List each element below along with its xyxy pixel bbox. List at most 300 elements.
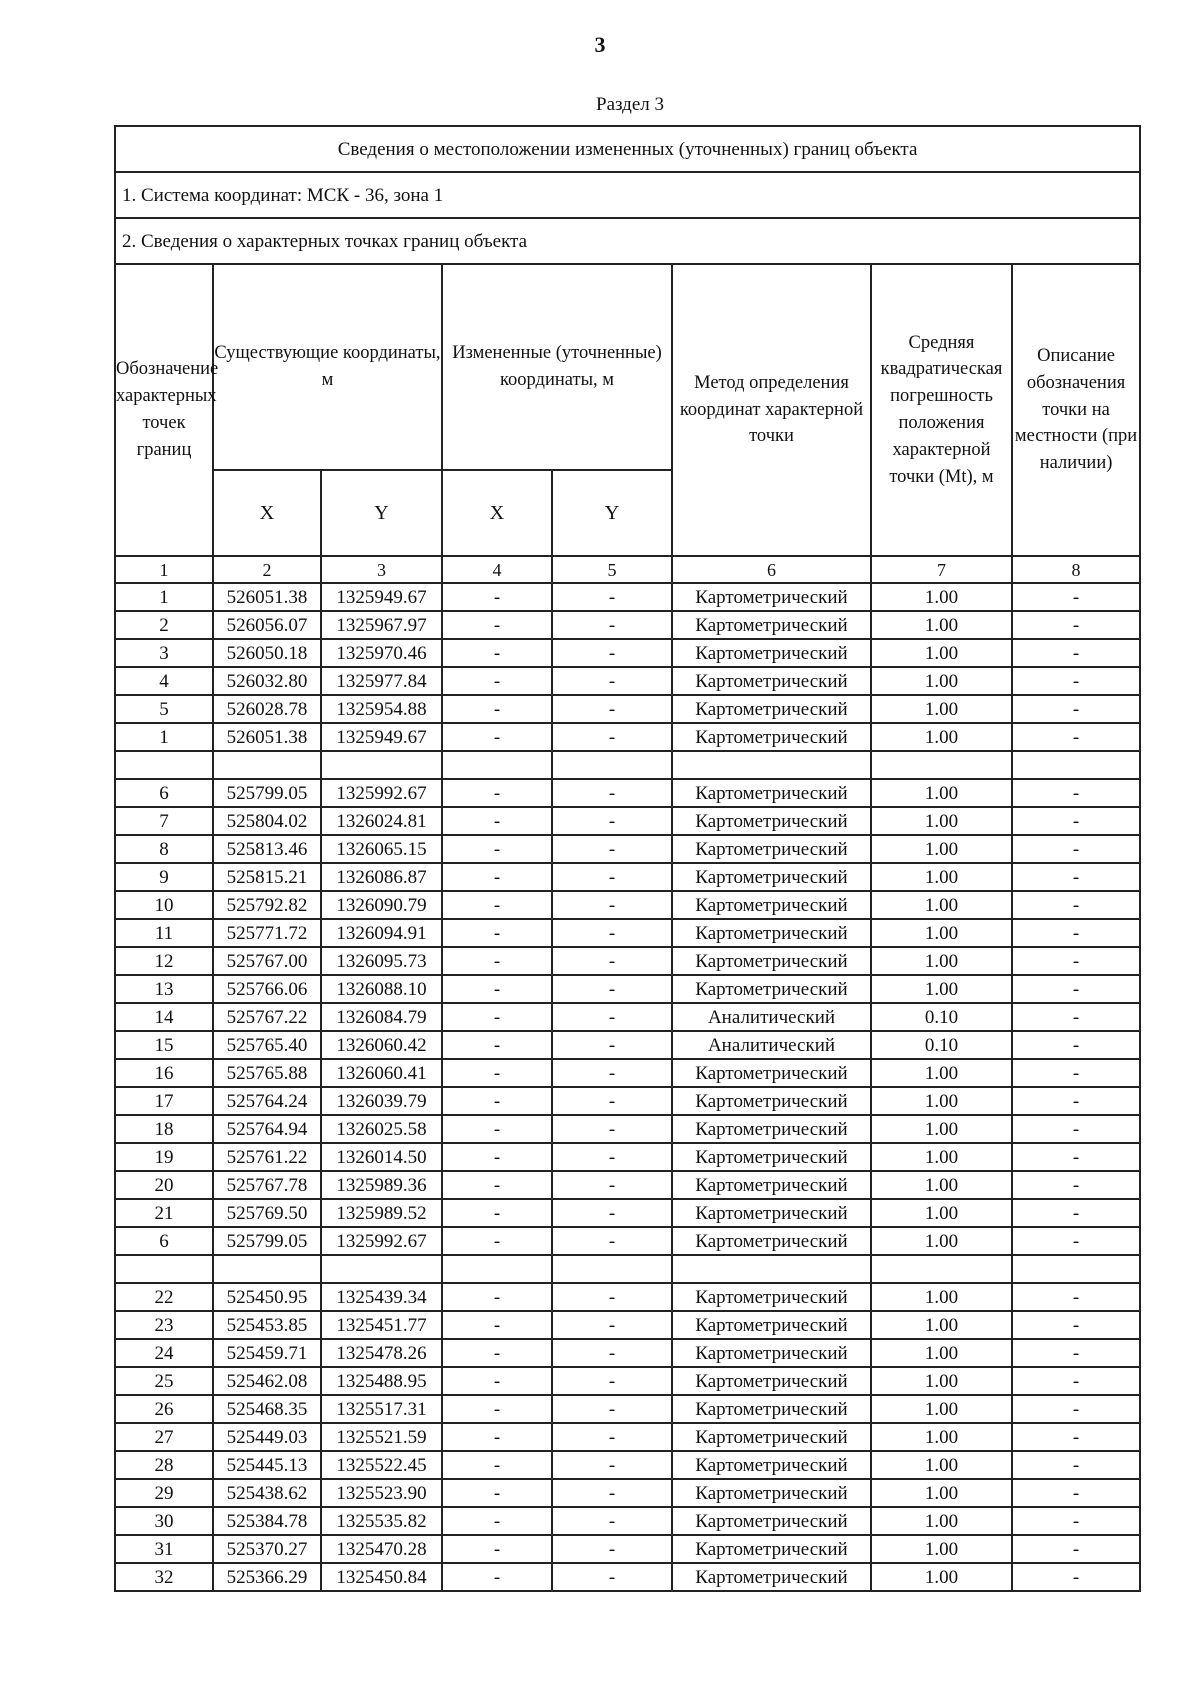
- cell-changed-x: -: [442, 1283, 552, 1311]
- cell-method: Аналитический: [672, 1003, 871, 1031]
- cell-changed-y: -: [552, 1227, 672, 1255]
- cell-changed-x: -: [442, 1367, 552, 1395]
- cell-changed-x: -: [442, 1171, 552, 1199]
- header-designation: Обозначение характерных точек границ: [115, 264, 213, 556]
- cell-point-id: 9: [115, 863, 213, 891]
- table-row: [115, 891, 1140, 919]
- table-row-separator: [115, 1255, 1140, 1283]
- cell-description: -: [1012, 1087, 1140, 1115]
- cell-changed-x: -: [442, 975, 552, 1003]
- cell-existing-y: 1326094.91: [321, 919, 442, 947]
- cell-existing-x: 525766.06: [213, 975, 321, 1003]
- cell-description: -: [1012, 639, 1140, 667]
- cell-error: 1.00: [871, 1451, 1012, 1479]
- cell-method: Картометрический: [672, 807, 871, 835]
- table-row: [115, 1395, 1140, 1423]
- cell-changed-x: -: [442, 1115, 552, 1143]
- cell-existing-x: 525449.03: [213, 1423, 321, 1451]
- cell-error: 1.00: [871, 667, 1012, 695]
- cell-description: -: [1012, 611, 1140, 639]
- cell-error: 1.00: [871, 1283, 1012, 1311]
- header-error: Средняя квадратическая погрешность положения характерной точки (Mt), м: [871, 264, 1012, 556]
- cell-existing-y: 1325949.67: [321, 583, 442, 611]
- column-number: 3: [321, 556, 442, 583]
- cell-existing-x: 525761.22: [213, 1143, 321, 1171]
- cell-method: Картометрический: [672, 1143, 871, 1171]
- cell-existing-y: 1325470.28: [321, 1535, 442, 1563]
- header-existing-x: X: [213, 470, 321, 556]
- cell-description: -: [1012, 1227, 1140, 1255]
- cell-error: 1.00: [871, 1479, 1012, 1507]
- cell-method: Картометрический: [672, 695, 871, 723]
- page-number: 3: [594, 32, 606, 57]
- cell-existing-x: 525813.46: [213, 835, 321, 863]
- cell-method: Картометрический: [672, 1507, 871, 1535]
- cell-method: Картометрический: [672, 611, 871, 639]
- table-row: [115, 863, 1140, 891]
- cell-changed-x: [442, 751, 552, 779]
- cell-point-id: 23: [115, 1311, 213, 1339]
- cell-existing-y: 1326025.58: [321, 1115, 442, 1143]
- header-existing-coords: Существующие координаты, м: [213, 264, 442, 470]
- table-row: [115, 723, 1140, 751]
- cell-changed-x: -: [442, 1535, 552, 1563]
- table-row: [115, 695, 1140, 723]
- cell-existing-x: 526028.78: [213, 695, 321, 723]
- cell-changed-x: -: [442, 695, 552, 723]
- cell-error: 1.00: [871, 975, 1012, 1003]
- cell-existing-x: 525765.88: [213, 1059, 321, 1087]
- cell-description: -: [1012, 1479, 1140, 1507]
- cell-changed-x: -: [442, 919, 552, 947]
- cell-changed-y: -: [552, 1563, 672, 1591]
- cell-changed-x: -: [442, 611, 552, 639]
- cell-description: -: [1012, 583, 1140, 611]
- header-changed-coords: Измененные (уточненные) координаты, м: [442, 264, 672, 470]
- cell-description: -: [1012, 1311, 1140, 1339]
- cell-error: 0.10: [871, 1003, 1012, 1031]
- cell-existing-x: [213, 1255, 321, 1283]
- column-numbers-row: [115, 556, 1140, 583]
- header-changed-y: Y: [552, 470, 672, 556]
- header-existing-y: Y: [321, 470, 442, 556]
- cell-existing-x: 525769.50: [213, 1199, 321, 1227]
- cell-error: 1.00: [871, 1339, 1012, 1367]
- table-row: [115, 1115, 1140, 1143]
- cell-error: 1.00: [871, 1423, 1012, 1451]
- table-row: [115, 1311, 1140, 1339]
- cell-existing-y: 1325478.26: [321, 1339, 442, 1367]
- cell-method: Картометрический: [672, 1423, 871, 1451]
- cell-error: 1.00: [871, 1395, 1012, 1423]
- cell-existing-y: 1325992.67: [321, 779, 442, 807]
- cell-existing-x: 525767.00: [213, 947, 321, 975]
- cell-point-id: 6: [115, 1227, 213, 1255]
- cell-existing-x: 525384.78: [213, 1507, 321, 1535]
- cell-error: 1.00: [871, 807, 1012, 835]
- cell-existing-y: 1326024.81: [321, 807, 442, 835]
- cell-point-id: 21: [115, 1199, 213, 1227]
- cell-changed-y: -: [552, 1283, 672, 1311]
- cell-point-id: 32: [115, 1563, 213, 1591]
- cell-method: Картометрический: [672, 835, 871, 863]
- cell-error: 1.00: [871, 1115, 1012, 1143]
- cell-error: [871, 751, 1012, 779]
- cell-point-id: 27: [115, 1423, 213, 1451]
- cell-changed-x: -: [442, 667, 552, 695]
- table-row: [115, 1451, 1140, 1479]
- cell-error: 1.00: [871, 723, 1012, 751]
- cell-method: Картометрический: [672, 1283, 871, 1311]
- cell-changed-x: -: [442, 1395, 552, 1423]
- cell-error: 0.10: [871, 1031, 1012, 1059]
- cell-error: 1.00: [871, 891, 1012, 919]
- cell-existing-x: 526032.80: [213, 667, 321, 695]
- cell-point-id: 10: [115, 891, 213, 919]
- cell-method: Картометрический: [672, 1535, 871, 1563]
- cell-point-id: 4: [115, 667, 213, 695]
- cell-existing-x: 525459.71: [213, 1339, 321, 1367]
- cell-method: Картометрический: [672, 1227, 871, 1255]
- cell-existing-x: 525370.27: [213, 1535, 321, 1563]
- coordinate-system: 1. Система координат: МСК - 36, зона 1: [115, 172, 1140, 218]
- cell-existing-x: 525438.62: [213, 1479, 321, 1507]
- header-method: Метод определения координат характерной точки: [672, 264, 871, 556]
- cell-method: Картометрический: [672, 1395, 871, 1423]
- cell-existing-x: 525799.05: [213, 779, 321, 807]
- cell-existing-y: 1325977.84: [321, 667, 442, 695]
- cell-method: Картометрический: [672, 1311, 871, 1339]
- cell-point-id: 7: [115, 807, 213, 835]
- cell-description: [1012, 1255, 1140, 1283]
- cell-error: 1.00: [871, 1311, 1012, 1339]
- cell-existing-x: 525792.82: [213, 891, 321, 919]
- cell-existing-x: 526051.38: [213, 723, 321, 751]
- table-row: [115, 583, 1140, 611]
- cell-point-id: 12: [115, 947, 213, 975]
- cell-changed-x: [442, 1255, 552, 1283]
- cell-description: -: [1012, 723, 1140, 751]
- cell-existing-y: 1325523.90: [321, 1479, 442, 1507]
- cell-point-id: 13: [115, 975, 213, 1003]
- cell-changed-y: [552, 751, 672, 779]
- cell-changed-x: -: [442, 835, 552, 863]
- cell-existing-y: 1325989.36: [321, 1171, 442, 1199]
- cell-existing-y: 1325967.97: [321, 611, 442, 639]
- cell-changed-y: -: [552, 1479, 672, 1507]
- cell-changed-y: -: [552, 639, 672, 667]
- table-row: [115, 947, 1140, 975]
- cell-existing-y: 1326014.50: [321, 1143, 442, 1171]
- cell-changed-y: -: [552, 1311, 672, 1339]
- cell-changed-x: -: [442, 1479, 552, 1507]
- cell-point-id: 1: [115, 723, 213, 751]
- cell-changed-y: -: [552, 1535, 672, 1563]
- cell-error: 1.00: [871, 639, 1012, 667]
- boundary-points-table: [114, 125, 1141, 1592]
- cell-existing-y: [321, 751, 442, 779]
- cell-description: [1012, 751, 1140, 779]
- cell-existing-x: 525764.24: [213, 1087, 321, 1115]
- cell-existing-x: 525462.08: [213, 1367, 321, 1395]
- cell-description: -: [1012, 1143, 1140, 1171]
- cell-existing-x: 526056.07: [213, 611, 321, 639]
- cell-method: Картометрический: [672, 1171, 871, 1199]
- table-row: [115, 639, 1140, 667]
- cell-point-id: [115, 1255, 213, 1283]
- cell-changed-x: -: [442, 1227, 552, 1255]
- table-row: [115, 1031, 1140, 1059]
- cell-changed-y: -: [552, 835, 672, 863]
- cell-method: Картометрический: [672, 975, 871, 1003]
- cell-error: 1.00: [871, 1171, 1012, 1199]
- cell-point-id: 22: [115, 1283, 213, 1311]
- cell-error: 1.00: [871, 583, 1012, 611]
- cell-changed-x: -: [442, 1199, 552, 1227]
- cell-method: Картометрический: [672, 1563, 871, 1591]
- cell-point-id: 14: [115, 1003, 213, 1031]
- cell-point-id: 28: [115, 1451, 213, 1479]
- table-row: [115, 919, 1140, 947]
- table-row: [115, 1423, 1140, 1451]
- cell-existing-x: 525765.40: [213, 1031, 321, 1059]
- cell-description: -: [1012, 919, 1140, 947]
- cell-changed-y: -: [552, 1031, 672, 1059]
- cell-error: 1.00: [871, 611, 1012, 639]
- cell-existing-y: 1326039.79: [321, 1087, 442, 1115]
- cell-method: Картометрический: [672, 1451, 871, 1479]
- cell-point-id: 20: [115, 1171, 213, 1199]
- cell-error: 1.00: [871, 1227, 1012, 1255]
- cell-description: -: [1012, 891, 1140, 919]
- cell-existing-y: 1325517.31: [321, 1395, 442, 1423]
- cell-existing-y: 1325535.82: [321, 1507, 442, 1535]
- table-row: [115, 779, 1140, 807]
- cell-point-id: 29: [115, 1479, 213, 1507]
- cell-point-id: 24: [115, 1339, 213, 1367]
- cell-method: Картометрический: [672, 1367, 871, 1395]
- cell-existing-x: 525799.05: [213, 1227, 321, 1255]
- cell-method: Картометрический: [672, 639, 871, 667]
- cell-description: -: [1012, 1563, 1140, 1591]
- cell-point-id: 8: [115, 835, 213, 863]
- cell-changed-x: -: [442, 1003, 552, 1031]
- table-row: [115, 1143, 1140, 1171]
- cell-changed-y: -: [552, 1367, 672, 1395]
- cell-method: [672, 751, 871, 779]
- cell-existing-y: 1326095.73: [321, 947, 442, 975]
- cell-changed-x: -: [442, 1339, 552, 1367]
- cell-changed-y: -: [552, 891, 672, 919]
- cell-error: 1.00: [871, 779, 1012, 807]
- table-row: [115, 1507, 1140, 1535]
- table-row: [115, 1171, 1140, 1199]
- cell-point-id: 19: [115, 1143, 213, 1171]
- cell-error: 1.00: [871, 919, 1012, 947]
- cell-changed-x: -: [442, 639, 552, 667]
- cell-changed-y: -: [552, 1143, 672, 1171]
- cell-point-id: 3: [115, 639, 213, 667]
- cell-existing-x: 526050.18: [213, 639, 321, 667]
- cell-existing-y: 1326086.87: [321, 863, 442, 891]
- cell-changed-y: -: [552, 583, 672, 611]
- cell-changed-x: -: [442, 1507, 552, 1535]
- cell-method: Картометрический: [672, 583, 871, 611]
- cell-existing-x: 525366.29: [213, 1563, 321, 1591]
- cell-changed-x: -: [442, 947, 552, 975]
- cell-changed-x: -: [442, 779, 552, 807]
- cell-description: -: [1012, 1059, 1140, 1087]
- cell-changed-y: -: [552, 1115, 672, 1143]
- cell-existing-y: 1326088.10: [321, 975, 442, 1003]
- cell-point-id: 26: [115, 1395, 213, 1423]
- cell-changed-y: -: [552, 975, 672, 1003]
- header-changed-x: X: [442, 470, 552, 556]
- cell-changed-x: -: [442, 807, 552, 835]
- cell-existing-x: 525445.13: [213, 1451, 321, 1479]
- table-row: [115, 1227, 1140, 1255]
- cell-existing-y: 1326084.79: [321, 1003, 442, 1031]
- cell-existing-x: 525450.95: [213, 1283, 321, 1311]
- table-row: [115, 835, 1140, 863]
- cell-method: Картометрический: [672, 947, 871, 975]
- cell-existing-y: 1325451.77: [321, 1311, 442, 1339]
- cell-changed-y: -: [552, 947, 672, 975]
- cell-existing-y: 1325954.88: [321, 695, 442, 723]
- cell-description: -: [1012, 1031, 1140, 1059]
- cell-changed-x: -: [442, 1087, 552, 1115]
- cell-changed-y: -: [552, 723, 672, 751]
- cell-changed-x: -: [442, 1059, 552, 1087]
- cell-changed-x: -: [442, 583, 552, 611]
- cell-existing-y: 1325522.45: [321, 1451, 442, 1479]
- cell-existing-x: 525764.94: [213, 1115, 321, 1143]
- cell-existing-y: 1325521.59: [321, 1423, 442, 1451]
- cell-method: Картометрический: [672, 919, 871, 947]
- cell-changed-x: -: [442, 1451, 552, 1479]
- cell-point-id: 17: [115, 1087, 213, 1115]
- cell-changed-x: -: [442, 863, 552, 891]
- cell-existing-y: 1325450.84: [321, 1563, 442, 1591]
- cell-point-id: 6: [115, 779, 213, 807]
- column-number: 8: [1012, 556, 1140, 583]
- cell-changed-y: -: [552, 1199, 672, 1227]
- cell-changed-y: -: [552, 1003, 672, 1031]
- table-row: [115, 807, 1140, 835]
- table-title: Сведения о местоположении измененных (уточненных) границ объекта: [115, 126, 1140, 172]
- cell-changed-x: -: [442, 891, 552, 919]
- cell-method: Картометрический: [672, 1199, 871, 1227]
- cell-description: -: [1012, 1339, 1140, 1367]
- table-row: [115, 1059, 1140, 1087]
- cell-error: 1.00: [871, 1563, 1012, 1591]
- table-row: [115, 1479, 1140, 1507]
- cell-description: -: [1012, 779, 1140, 807]
- cell-point-id: 16: [115, 1059, 213, 1087]
- cell-changed-y: [552, 1255, 672, 1283]
- cell-point-id: 15: [115, 1031, 213, 1059]
- cell-description: -: [1012, 863, 1140, 891]
- cell-description: -: [1012, 1451, 1140, 1479]
- table-row: [115, 1339, 1140, 1367]
- cell-point-id: 1: [115, 583, 213, 611]
- cell-point-id: 2: [115, 611, 213, 639]
- table-row: [115, 667, 1140, 695]
- cell-method: Картометрический: [672, 667, 871, 695]
- cell-existing-x: 525771.72: [213, 919, 321, 947]
- cell-description: -: [1012, 1003, 1140, 1031]
- cell-changed-x: -: [442, 723, 552, 751]
- cell-existing-y: 1325439.34: [321, 1283, 442, 1311]
- cell-changed-y: -: [552, 919, 672, 947]
- cell-method: Картометрический: [672, 863, 871, 891]
- cell-existing-y: 1326065.15: [321, 835, 442, 863]
- cell-changed-y: -: [552, 1507, 672, 1535]
- cell-changed-y: -: [552, 863, 672, 891]
- cell-description: -: [1012, 667, 1140, 695]
- table-row: [115, 1367, 1140, 1395]
- cell-changed-y: -: [552, 1059, 672, 1087]
- cell-method: Картометрический: [672, 1479, 871, 1507]
- cell-description: -: [1012, 975, 1140, 1003]
- cell-method: Картометрический: [672, 723, 871, 751]
- cell-point-id: [115, 751, 213, 779]
- cell-error: 1.00: [871, 1143, 1012, 1171]
- cell-method: Картометрический: [672, 1087, 871, 1115]
- cell-error: [871, 1255, 1012, 1283]
- cell-description: -: [1012, 1423, 1140, 1451]
- cell-point-id: 25: [115, 1367, 213, 1395]
- table-row: [115, 1535, 1140, 1563]
- cell-existing-x: [213, 751, 321, 779]
- cell-point-id: 11: [115, 919, 213, 947]
- cell-existing-x: 525815.21: [213, 863, 321, 891]
- column-number: 6: [672, 556, 871, 583]
- section-label: Раздел 3: [596, 94, 664, 115]
- cell-existing-x: 525453.85: [213, 1311, 321, 1339]
- cell-existing-x: 525767.22: [213, 1003, 321, 1031]
- cell-method: Картометрический: [672, 891, 871, 919]
- cell-method: Картометрический: [672, 1059, 871, 1087]
- cell-changed-x: -: [442, 1423, 552, 1451]
- cell-changed-y: -: [552, 667, 672, 695]
- column-number: 7: [871, 556, 1012, 583]
- cell-changed-x: -: [442, 1031, 552, 1059]
- cell-method: Аналитический: [672, 1031, 871, 1059]
- cell-changed-x: -: [442, 1563, 552, 1591]
- cell-existing-y: 1325992.67: [321, 1227, 442, 1255]
- cell-changed-y: -: [552, 1423, 672, 1451]
- cell-description: -: [1012, 1535, 1140, 1563]
- cell-existing-x: 525767.78: [213, 1171, 321, 1199]
- table-row: [115, 611, 1140, 639]
- cell-error: 1.00: [871, 1535, 1012, 1563]
- cell-point-id: 18: [115, 1115, 213, 1143]
- table-row: [115, 1003, 1140, 1031]
- cell-description: -: [1012, 1395, 1140, 1423]
- column-number: 4: [442, 556, 552, 583]
- cell-existing-x: 525468.35: [213, 1395, 321, 1423]
- column-number: 5: [552, 556, 672, 583]
- cell-existing-x: 526051.38: [213, 583, 321, 611]
- column-number: 1: [115, 556, 213, 583]
- cell-existing-y: 1326060.42: [321, 1031, 442, 1059]
- table-row: [115, 1087, 1140, 1115]
- table-row: [115, 1199, 1140, 1227]
- cell-changed-y: -: [552, 779, 672, 807]
- cell-changed-y: -: [552, 1087, 672, 1115]
- cell-description: -: [1012, 1199, 1140, 1227]
